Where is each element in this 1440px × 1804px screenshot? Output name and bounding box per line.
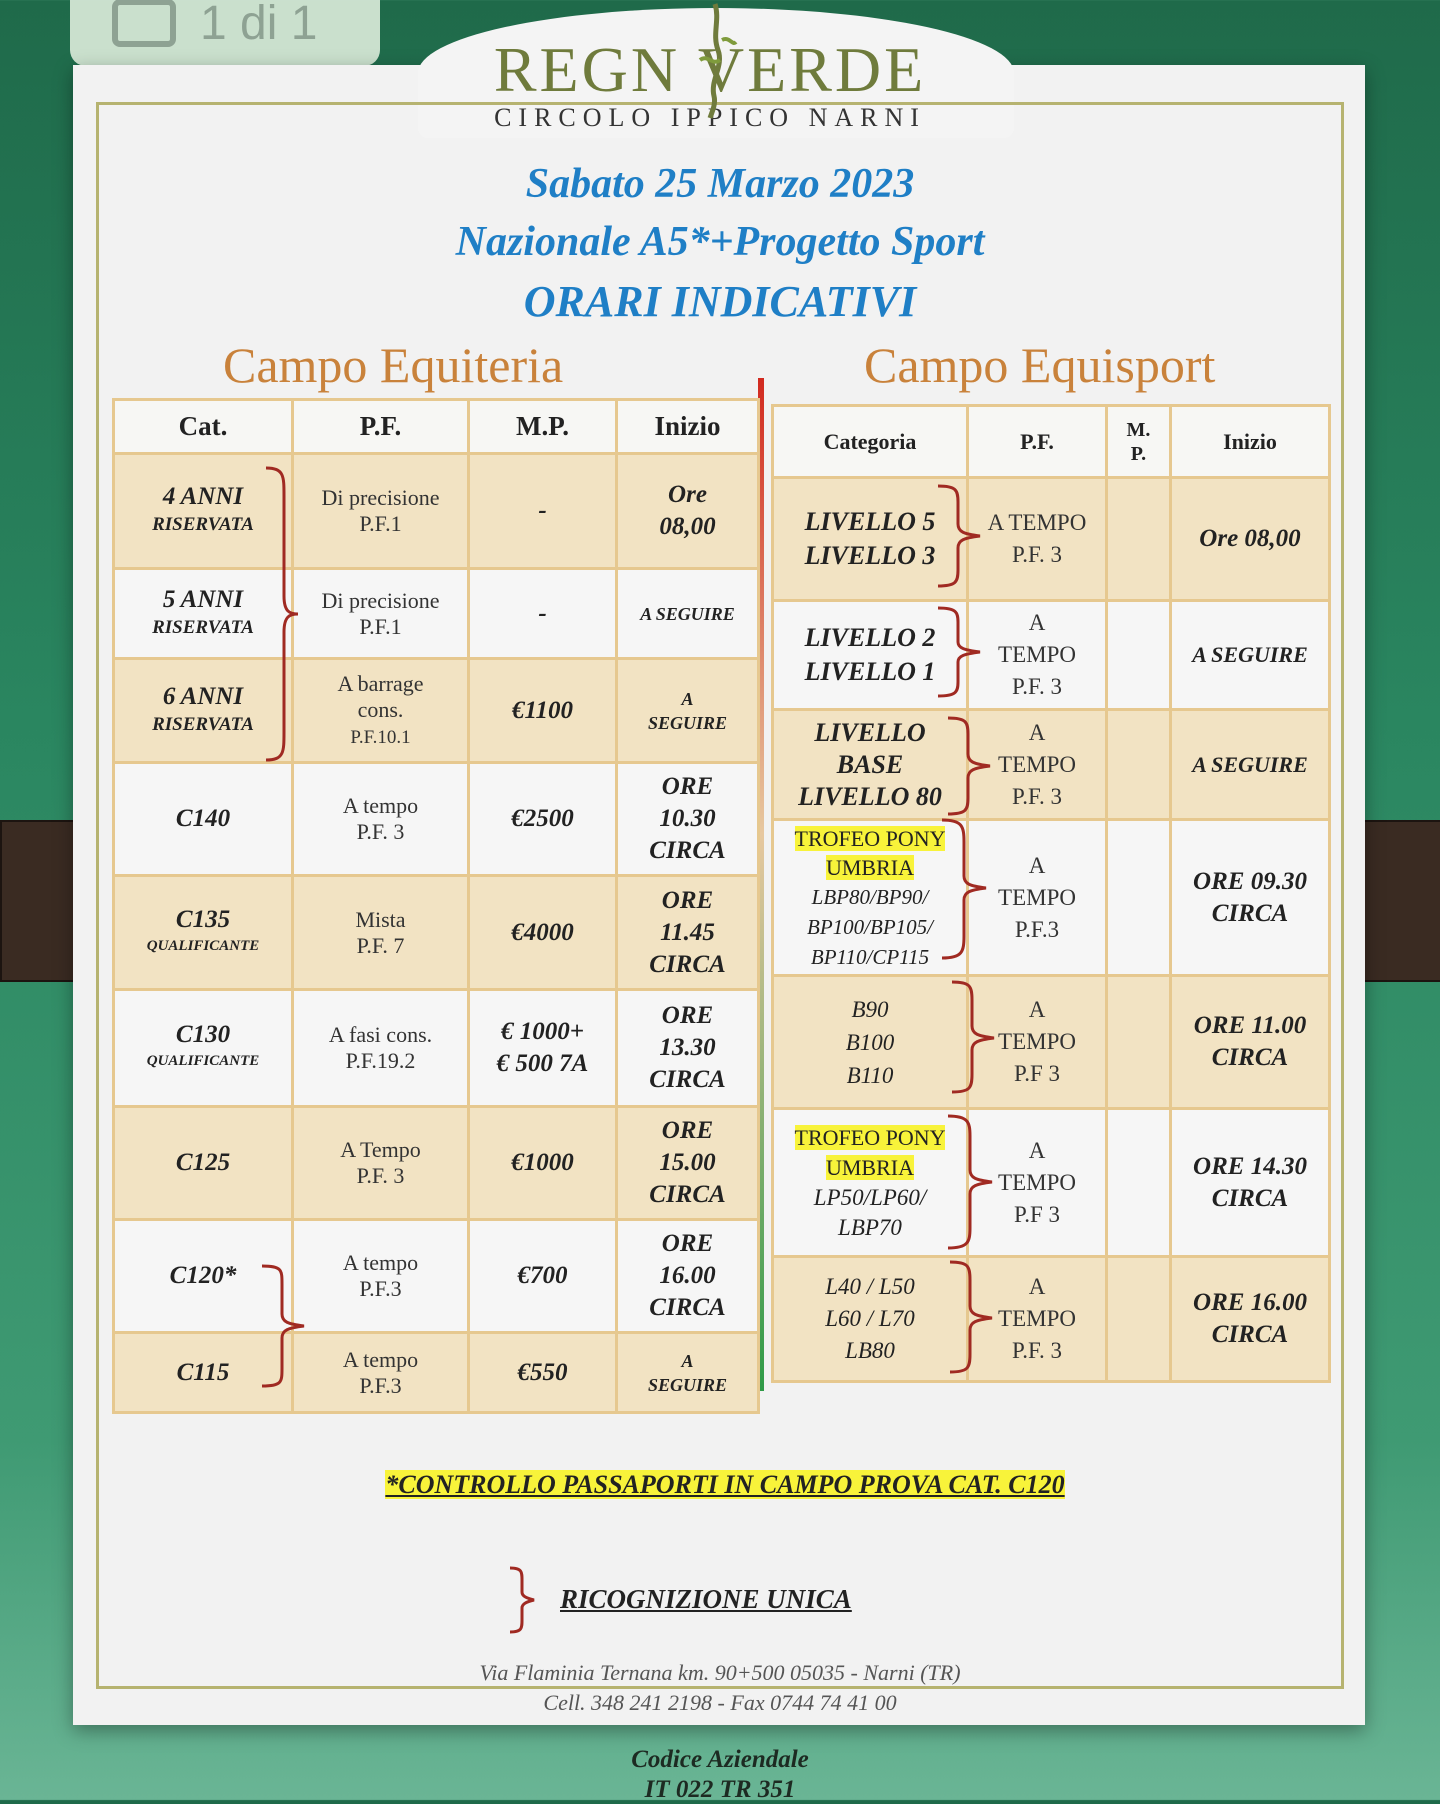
cat-cell: C135 QUALIFICANTE <box>114 876 293 990</box>
table-row <box>773 478 1330 601</box>
inizio-cell: A SEGUIRE <box>617 569 759 659</box>
pf-cell: A TEMPO P.F. 3 <box>968 601 1107 710</box>
pf-cell: A tempo P.F.3 <box>293 1333 469 1413</box>
cat-cell: C140 <box>114 763 293 876</box>
mp-cell: €700 <box>469 1220 617 1333</box>
header-inizio: Inizio <box>1171 406 1330 478</box>
campo-equiteria-title: Campo Equiteria <box>223 337 564 393</box>
pf-cell: A TEMPO P.F.3 <box>968 820 1107 976</box>
inizio-cell: ORE 16.00 CIRCA <box>617 1220 759 1333</box>
table-row <box>773 601 1330 710</box>
rider-emblem-icon <box>690 0 740 120</box>
inizio-cell: ORE 11.45 CIRCA <box>617 876 759 990</box>
table-row <box>773 710 1330 820</box>
inizio-cell: ORE 16.00 CIRCA <box>1171 1257 1330 1382</box>
ricognizione-label: RICOGNIZIONE UNICA <box>560 1584 852 1614</box>
header-pf: P.F. <box>968 406 1107 478</box>
cat-cell: 6 ANNI RISERVATA <box>114 659 293 763</box>
mp-cell: - <box>469 454 617 569</box>
pf-cell: A TEMPO P.F. 3 <box>968 710 1107 820</box>
schedule-title: ORARI INDICATIVI <box>523 277 917 326</box>
cat-cell: C115 <box>114 1333 293 1413</box>
address-line: Via Flaminia Ternana km. 90+500 05035 - Narni (TR) <box>479 1660 961 1685</box>
inizio-cell: A SEGUIRE <box>617 659 759 763</box>
header-categoria: Categoria <box>773 406 968 478</box>
header-pf: P.F. <box>293 400 469 454</box>
categoria-cell: L40 / L50 L60 / L70 LB80 <box>773 1257 968 1382</box>
categoria-cell: LIVELLO 5 LIVELLO 3 <box>773 478 968 601</box>
mp-cell <box>1107 1109 1171 1257</box>
categoria-cell: LIVELLO 2 LIVELLO 1 <box>773 601 968 710</box>
mp-cell <box>1107 601 1171 710</box>
table-row <box>114 1220 759 1333</box>
inizio-cell: ORE 15.00 CIRCA <box>617 1107 759 1220</box>
categoria-cell: TROFEO PONY UMBRIA LP50/LP60/ LBP70 <box>773 1109 968 1257</box>
table-row <box>114 876 759 990</box>
inizio-cell: ORE 14.30 CIRCA <box>1171 1109 1330 1257</box>
mp-cell: €1100 <box>469 659 617 763</box>
table-row <box>114 1107 759 1220</box>
mp-cell <box>1107 976 1171 1109</box>
page-indicator[interactable] <box>70 0 380 66</box>
pf-cell: A tempo P.F. 3 <box>293 763 469 876</box>
header-cat: Cat. <box>114 400 293 454</box>
table-row <box>114 990 759 1107</box>
inizio-cell: ORE 13.30 CIRCA <box>617 990 759 1107</box>
document-icon <box>112 0 176 47</box>
categoria-cell: TROFEO PONY UMBRIA LBP80/BP90/ BP100/BP105/ BP110/CP115 <box>773 820 968 976</box>
event-date: Sabato 25 Marzo 2023 <box>525 161 915 207</box>
mp-cell: - <box>469 569 617 659</box>
passport-note-text: *CONTROLLO PASSAPORTI IN CAMPO PROVA CAT. C120 <box>385 1470 1065 1499</box>
company-code-label: Codice Aziendale <box>631 1746 809 1773</box>
table-row <box>773 976 1330 1109</box>
event-name: Nazionale A5*+Progetto Sport <box>455 219 985 265</box>
header-inizio: Inizio <box>617 400 759 454</box>
pf-cell: Di precisione P.F.1 <box>293 454 469 569</box>
mp-cell <box>1107 478 1171 601</box>
header-mp: M.P. <box>469 400 617 454</box>
table-row <box>114 569 759 659</box>
header-mp: M. P. <box>1107 406 1171 478</box>
mp-cell: € 1000+ € 500 7A <box>469 990 617 1107</box>
logo-subtitle: CIRCOLO IPPICO NARNI <box>494 103 926 132</box>
mp-cell: €4000 <box>469 876 617 990</box>
pf-cell: Di precisione P.F.1 <box>293 569 469 659</box>
table-row <box>773 1257 1330 1382</box>
inizio-cell: ORE 10.30 CIRCA <box>617 763 759 876</box>
pf-cell: Mista P.F. 7 <box>293 876 469 990</box>
campo-equisport-title: Campo Equisport <box>864 337 1216 393</box>
mp-cell <box>1107 1257 1171 1382</box>
cat-cell: 5 ANNI RISERVATA <box>114 569 293 659</box>
pf-cell: A barrage cons. P.F.10.1 <box>293 659 469 763</box>
categoria-cell: B90 B100 B110 <box>773 976 968 1109</box>
categoria-cell: LIVELLO BASE LIVELLO 80 <box>773 710 968 820</box>
pf-cell: A TEMPO P.F. 3 <box>968 1257 1107 1382</box>
inizio-cell: ORE 11.00 CIRCA <box>1171 976 1330 1109</box>
logo-name: REGN VERDE <box>493 34 927 105</box>
mp-cell: €1000 <box>469 1107 617 1220</box>
cat-cell: 4 ANNI RISERVATA <box>114 454 293 569</box>
inizio-cell: A SEGUIRE <box>1171 710 1330 820</box>
contact-line: Cell. 348 241 2198 - Fax 0744 74 41 00 <box>543 1690 897 1715</box>
mp-cell <box>1107 820 1171 976</box>
table-row <box>114 454 759 569</box>
pf-cell: A Tempo P.F. 3 <box>293 1107 469 1220</box>
cat-cell: C120* <box>114 1220 293 1333</box>
mp-cell: €2500 <box>469 763 617 876</box>
inizio-cell: A SEGUIRE <box>1171 601 1330 710</box>
pf-cell: A fasi cons. P.F.19.2 <box>293 990 469 1107</box>
table-row <box>114 1333 759 1413</box>
inizio-cell: Ore 08,00 <box>1171 478 1330 601</box>
passport-note <box>340 1470 1110 1500</box>
company-code-value: IT 022 TR 351 <box>644 1776 796 1803</box>
mp-cell <box>1107 710 1171 820</box>
pf-cell: A tempo P.F.3 <box>293 1220 469 1333</box>
table-row <box>114 659 759 763</box>
inizio-cell: Ore 08,00 <box>617 454 759 569</box>
table-row <box>114 763 759 876</box>
table-row <box>773 1109 1330 1257</box>
equisport-table <box>771 404 1331 1383</box>
page-indicator-label: 1 di 1 <box>200 0 318 50</box>
inizio-cell: ORE 09.30 CIRCA <box>1171 820 1330 976</box>
cat-cell: C130 QUALIFICANTE <box>114 990 293 1107</box>
mp-cell: €550 <box>469 1333 617 1413</box>
table-row <box>773 820 1330 976</box>
pf-cell: A TEMPO P.F. 3 <box>968 478 1107 601</box>
pf-cell: A TEMPO P.F 3 <box>968 976 1107 1109</box>
equiteria-table <box>112 398 760 1414</box>
inizio-cell: A SEGUIRE <box>617 1333 759 1413</box>
pf-cell: A TEMPO P.F 3 <box>968 1109 1107 1257</box>
cat-cell: C125 <box>114 1107 293 1220</box>
